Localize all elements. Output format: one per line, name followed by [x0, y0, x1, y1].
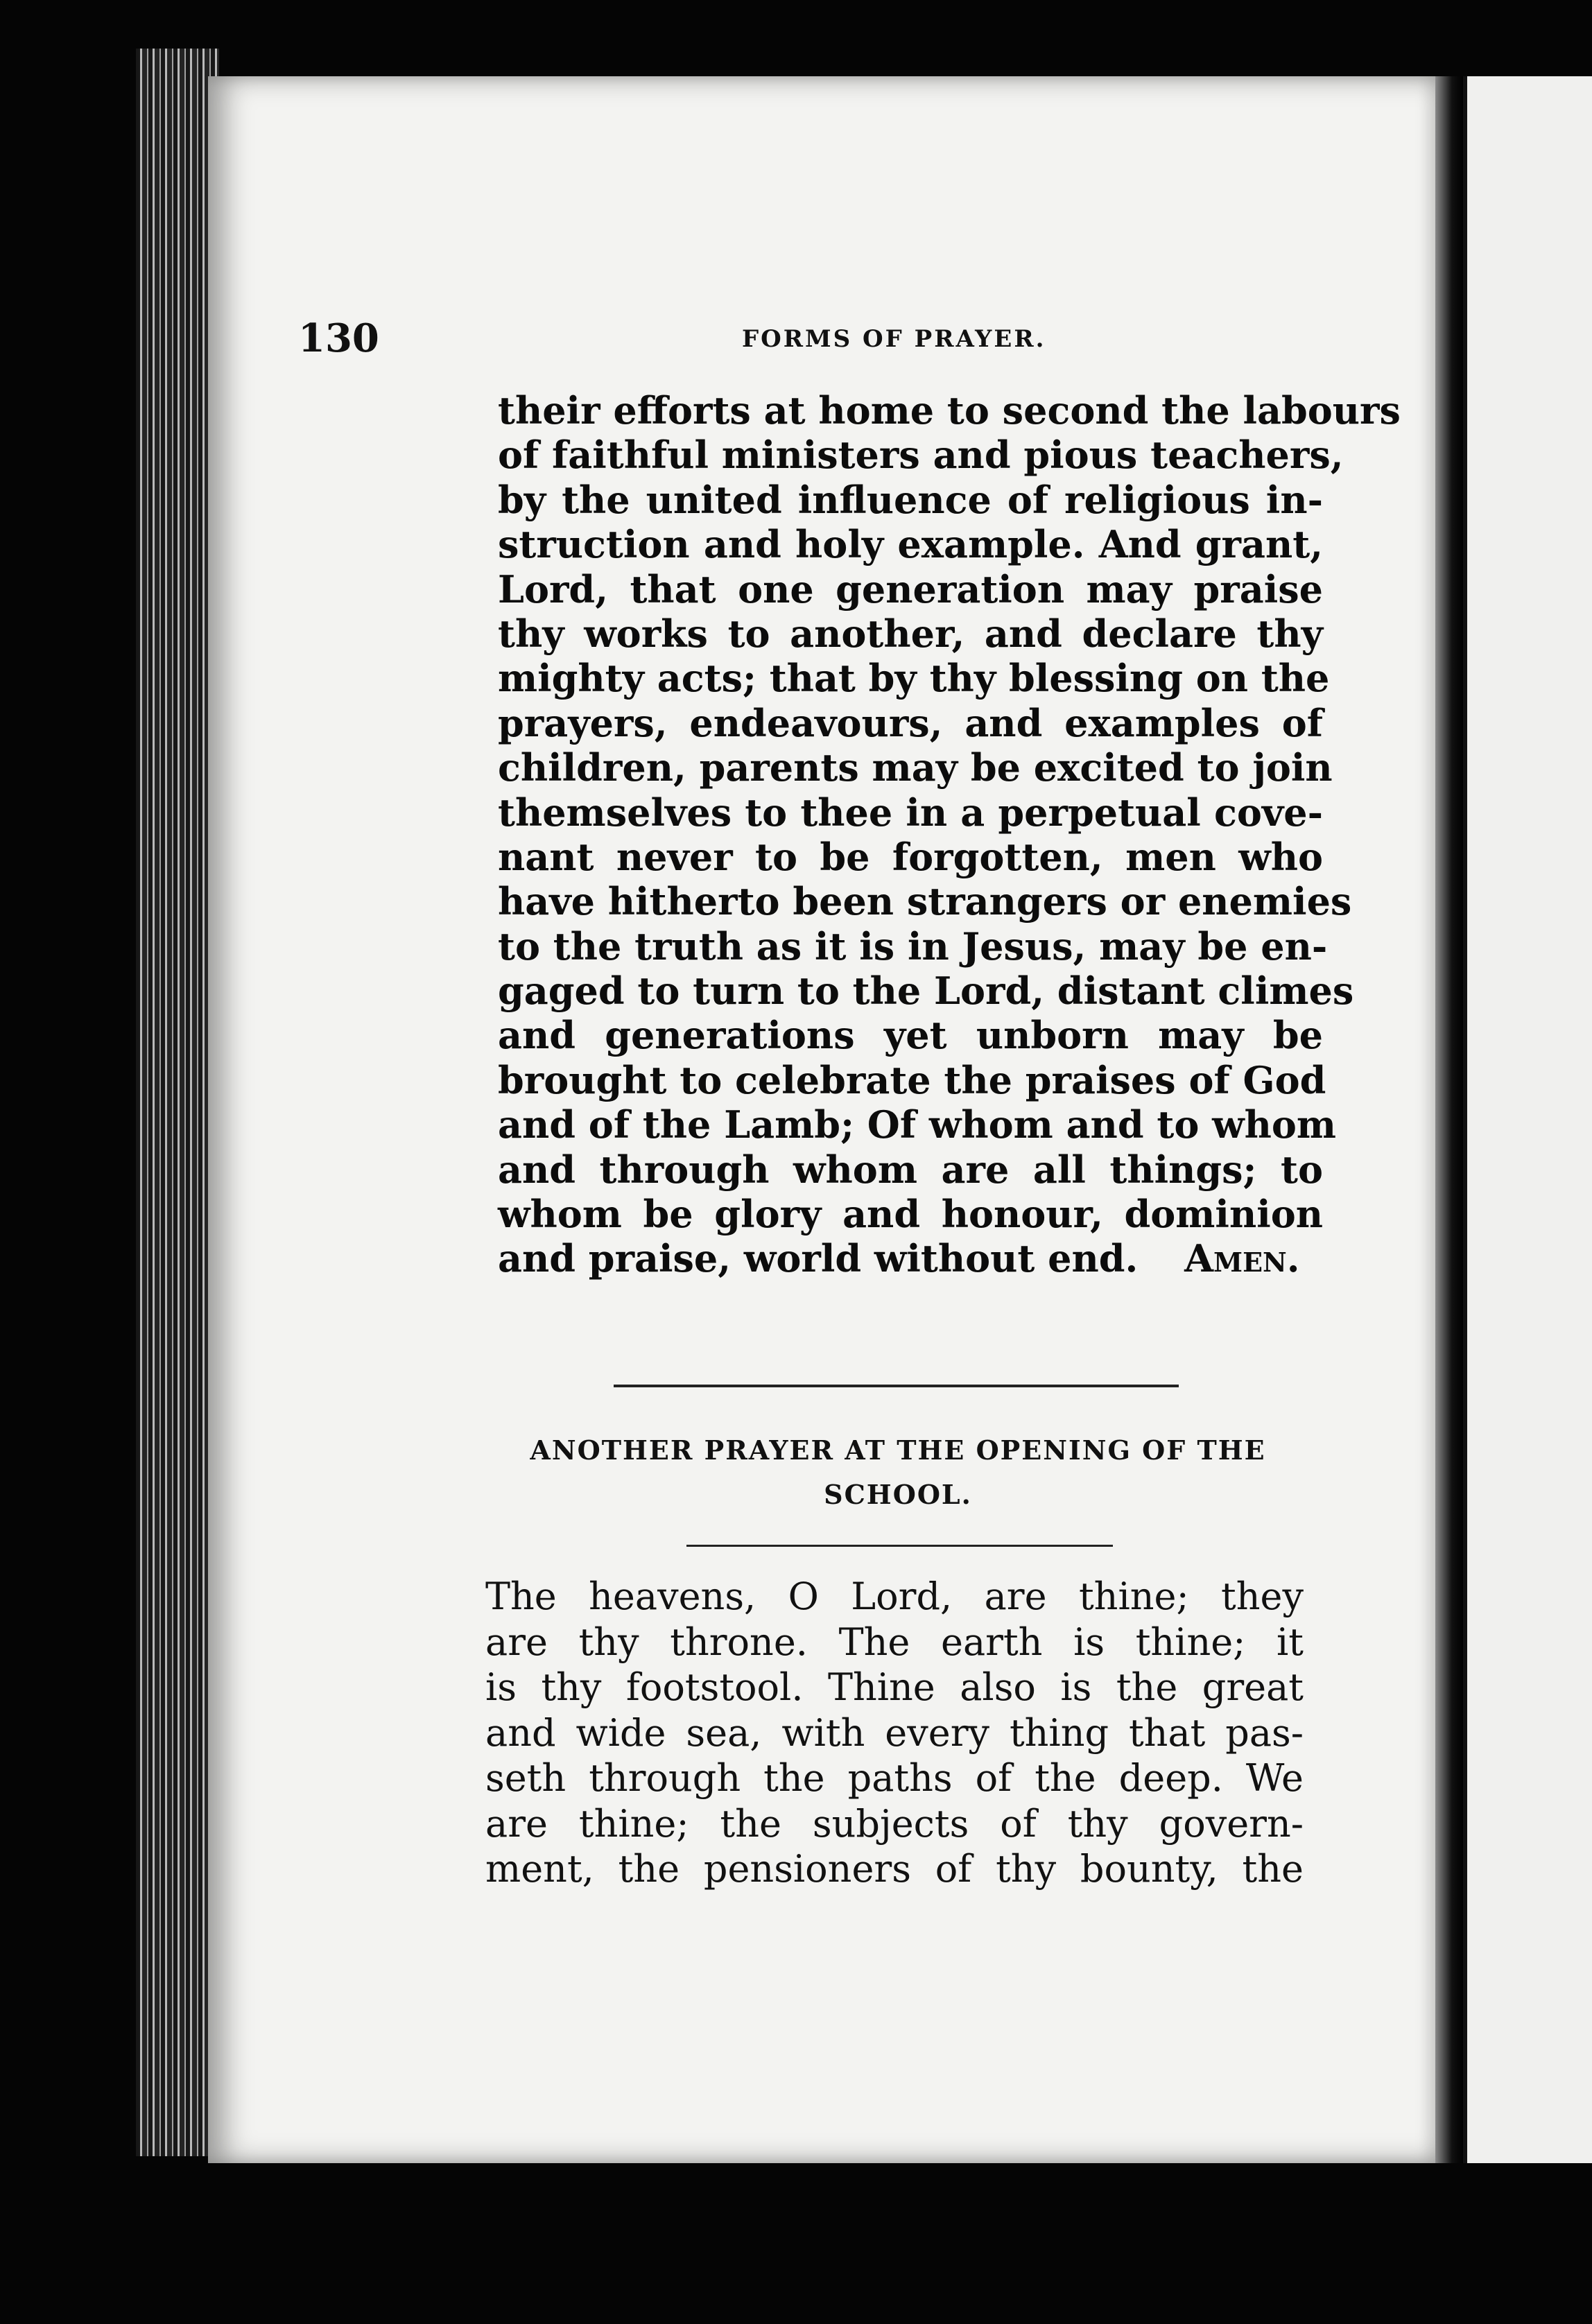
text-line: whom be glory and honour, dominion	[498, 1192, 1323, 1237]
section-rule-bottom	[686, 1545, 1113, 1547]
page-number: 130	[298, 315, 379, 361]
section-rule-top	[614, 1385, 1179, 1387]
prayer-continued-text	[498, 388, 1401, 1281]
text-line: brought to celebrate the praises of God	[498, 1057, 1326, 1102]
text-line: Lord, that one generation may praise	[498, 566, 1323, 612]
page-header	[298, 315, 1310, 371]
text-line: and wide sea, with every thing that pas-	[485, 1710, 1304, 1755]
text-line: and of the Lamb; Of whom and to whom	[498, 1102, 1337, 1147]
text-line: and through whom are all things; to	[498, 1147, 1323, 1192]
prayer-new-text	[485, 1574, 1304, 1892]
text-line: are thy throne. The earth is thine; it	[485, 1620, 1304, 1664]
section-heading-line: SCHOOL.	[824, 1479, 972, 1510]
amen-word: Amen.	[1184, 1236, 1300, 1281]
text-line: their efforts at home to second the labours	[498, 388, 1401, 433]
final-line-text: and praise, world without end.	[498, 1236, 1139, 1281]
text-line: are thine; the subjects of thy govern-	[485, 1801, 1304, 1846]
section-heading	[485, 1428, 1310, 1517]
text-line: thy works to another, and declare thy	[498, 611, 1323, 656]
text-line: of faithful ministers and pious teachers,	[498, 433, 1344, 478]
facing-page-edge	[1463, 76, 1592, 2163]
text-line: ment, the pensioners of thy bounty, the	[485, 1847, 1304, 1891]
text-line: have hitherto been strangers or enemies	[498, 879, 1352, 924]
text-line: prayers, endeavours, and examples of	[498, 700, 1323, 745]
text-line: The heavens, O Lord, are thine; they	[485, 1575, 1304, 1618]
text-line: gaged to turn to the Lord, distant climes	[498, 969, 1354, 1014]
text-line: struction and holy example. And grant,	[498, 522, 1323, 567]
book-page-edges	[136, 49, 219, 2156]
text-line-final	[498, 1236, 1323, 1281]
text-line: is thy footstool. Thine also is the great	[485, 1665, 1304, 1709]
running-head: FORMS OF PRAYER.	[742, 325, 1046, 353]
book-gutter	[1435, 76, 1463, 2163]
text-line: themselves to thee in a perpetual cove-	[498, 790, 1323, 835]
text-line: and generations yet unborn may be	[498, 1013, 1323, 1058]
text-line: mighty acts; that by thy blessing on the	[498, 656, 1330, 701]
text-line: by the united influence of religious in-	[498, 477, 1323, 522]
text-line: nant never to be forgotten, men who	[498, 834, 1323, 879]
text-line: seth through the paths of the deep. We	[485, 1756, 1304, 1800]
section-heading-line: ANOTHER PRAYER AT THE OPENING OF THE	[530, 1434, 1266, 1466]
text-line: children, parents may be excited to join	[498, 745, 1333, 790]
text-line: to the truth as it is in Jesus, may be en-	[498, 923, 1328, 969]
